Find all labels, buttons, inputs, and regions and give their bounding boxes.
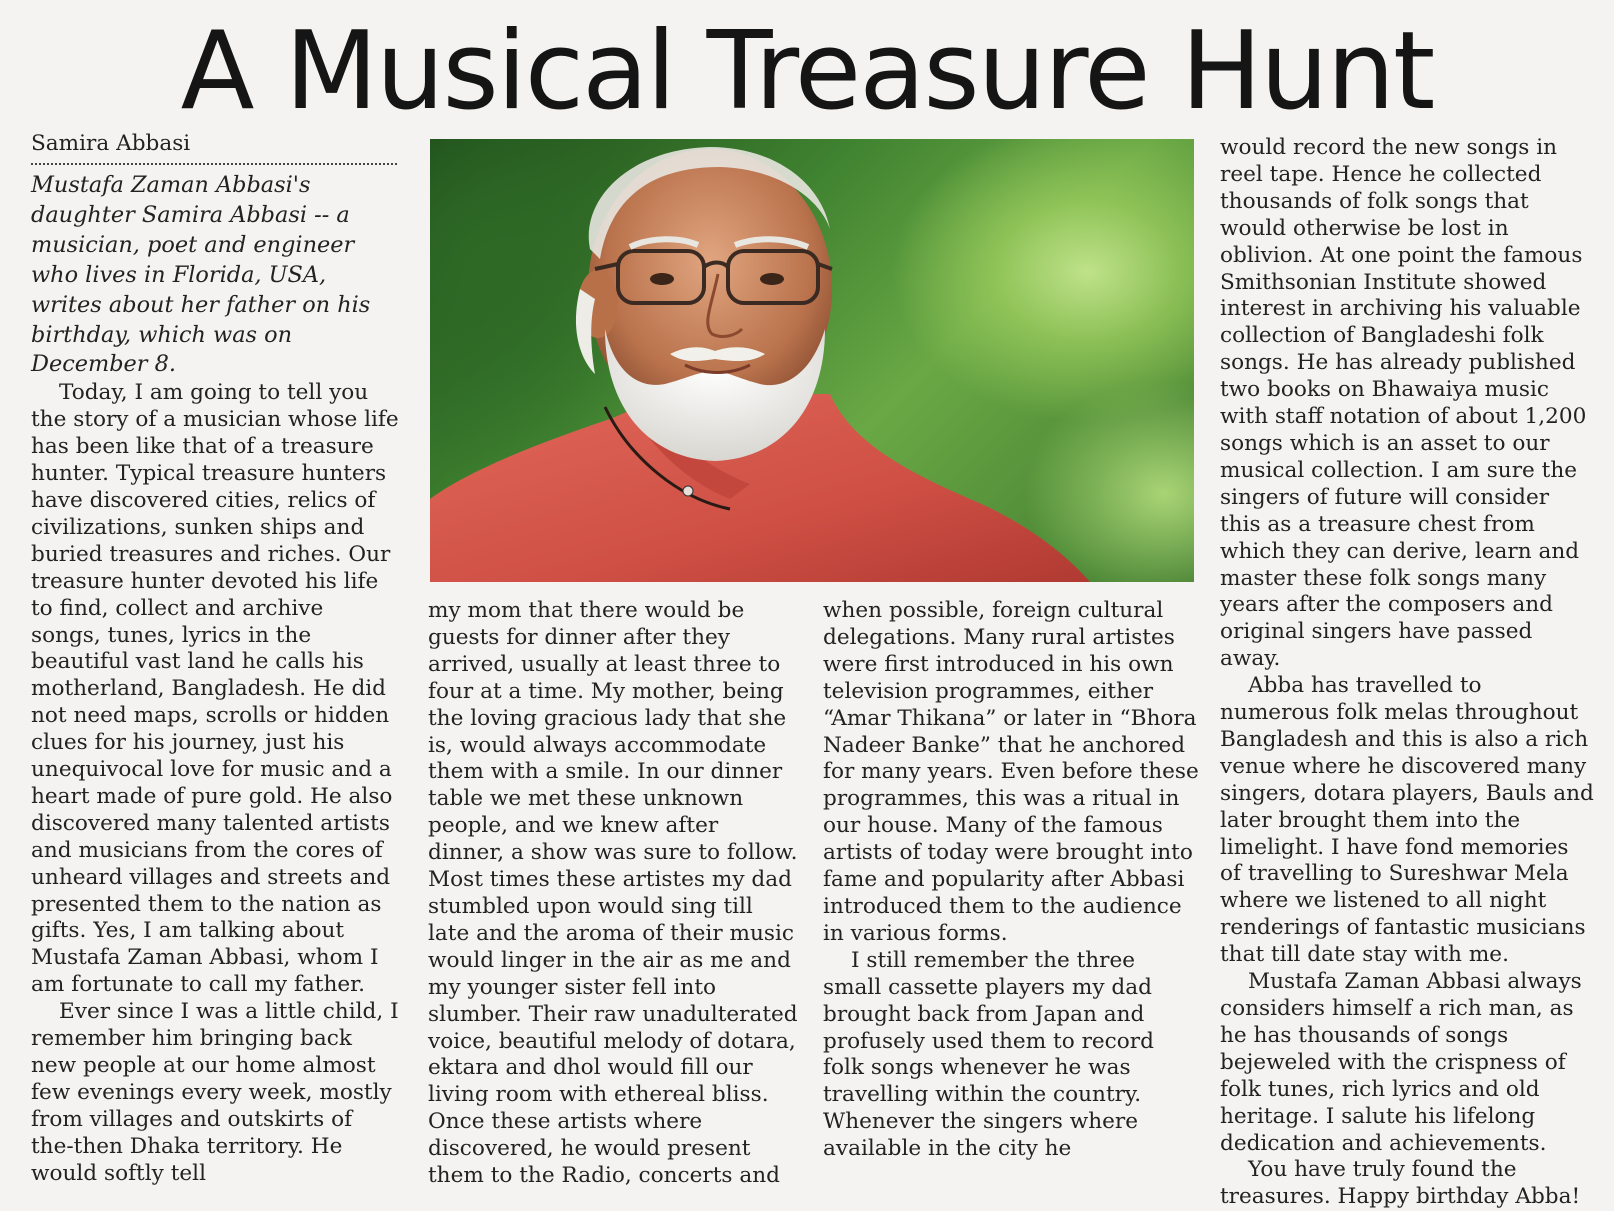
paragraph-1: Today, I am going to tell you the story of a musician whose life has been like that of a treasure hunter. Typical treasure hunters have discovered cities, relics of civilizations, sunken ships and buried treasures and riches. Our treasure hunter devoted his life to find, collect and archive songs, tunes, lyrics in the beautiful vast land he calls his motherland, Bangladesh. He did not need maps, scrolls or hidden clues for his journey, just his unequivocal love for music and a heart made of pure gold. He also discovered many talented artists and musicians from the cores of unheard villages and streets and presented them to the nation as gifts. Yes, I am talking about Mustafa Zaman Abbasi, whom I am fortunate to call my father. (31, 380, 399, 998)
portrait-photo (430, 139, 1194, 582)
paragraph-5: Mustafa Zaman Abbasi always considers himself a rich man, as he has thousands of songs bejeweled with the crispness of folk tunes, rich lyrics and old heritage. I salute his lifelong dedication and achievements. (1220, 969, 1582, 1156)
portrait-illustration (430, 139, 1194, 582)
byline: Samira Abbasi (31, 131, 191, 156)
paragraph-2-end: when possible, foreign cultural delegations. Many rural artistes were first introduced in his own television programmes, either “Amar Thikana” or later in “Bhora Nadeer Banke” that he anchored for many years. Even before these programmes, this was a ritual in our house. Many of the famous artists of today were brought into fame and popularity after Abbasi introduced them to the audience in various forms. (823, 598, 1199, 946)
paragraph-4: Abba has travelled to numerous folk melas throughout Bangladesh and this is also a rich venue where he discovered many singers, dotara players, Bauls and later brought them into the limelight. I have fond memories of travelling to Sureshwar Mela where we listened to all night renderings of fantastic musicians that till date stay with me. (1220, 673, 1594, 968)
column-4 (1220, 135, 1594, 1211)
paragraph-2-start: Ever since I was a little child, I remember him bringing back new people at our home almost few evenings every week, mostly from villages and outskirts of the-then Dhaka territory. He would softly tell (31, 999, 399, 1186)
paragraph-3-start: I still remember the three small cassette players my dad brought back from Japan and profusely used them to record folk songs whenever he was travelling within the country. Whenever the singers where available in the city he (823, 947, 1154, 1162)
intro-standfirst: Mustafa Zaman Abbasi's daughter Samira Abbasi -- a musician, poet and engineer who lives in Florida, USA, writes about her father on his birthday, which was on December 8. (31, 172, 371, 378)
paragraph-3-continued: would record the new songs in reel tape. Hence he collected thousands of folk songs that would otherwise be lost in oblivion. At one point the famous Smithsonian Institute showed interest in archiving his valuable collection of Bangladeshi folk songs. He has already published two books on Bhawaiya music with staff notation of about 1,200 songs which is an asset to our musical collection. I am sure the singers of future will consider this as a treasure chest from which they can derive, learn and master these folk songs many years after the composers and original singers have passed away. (1220, 135, 1587, 672)
paragraph-2-continued: my mom that there would be guests for dinner after they arrived, usually at least three to four at a time. My mother, being the loving gracious lady that she is, would always accommodate them with a smile. In our dinner table we met these unknown people, and we knew after dinner, a show was sure to follow. Most times these artistes my dad stumbled upon would sing till late and the aroma of their music would linger in the air as me and my younger sister fell into slumber. Their raw unadulterated voice, beautiful melody of dotara, ektara and dhol would fill our living room with ethereal bliss. Once these artists where discovered, he would present them to the Radio, concerts and (428, 598, 798, 1189)
column-1 (31, 131, 399, 1188)
column-3 (823, 598, 1199, 1163)
headline: A Musical Treasure Hunt (180, 9, 1434, 134)
paragraph-6: You have truly found the treasures. Happy birthday Abba! (1220, 1157, 1581, 1210)
column-2 (428, 598, 800, 1190)
dotted-divider (31, 163, 397, 165)
